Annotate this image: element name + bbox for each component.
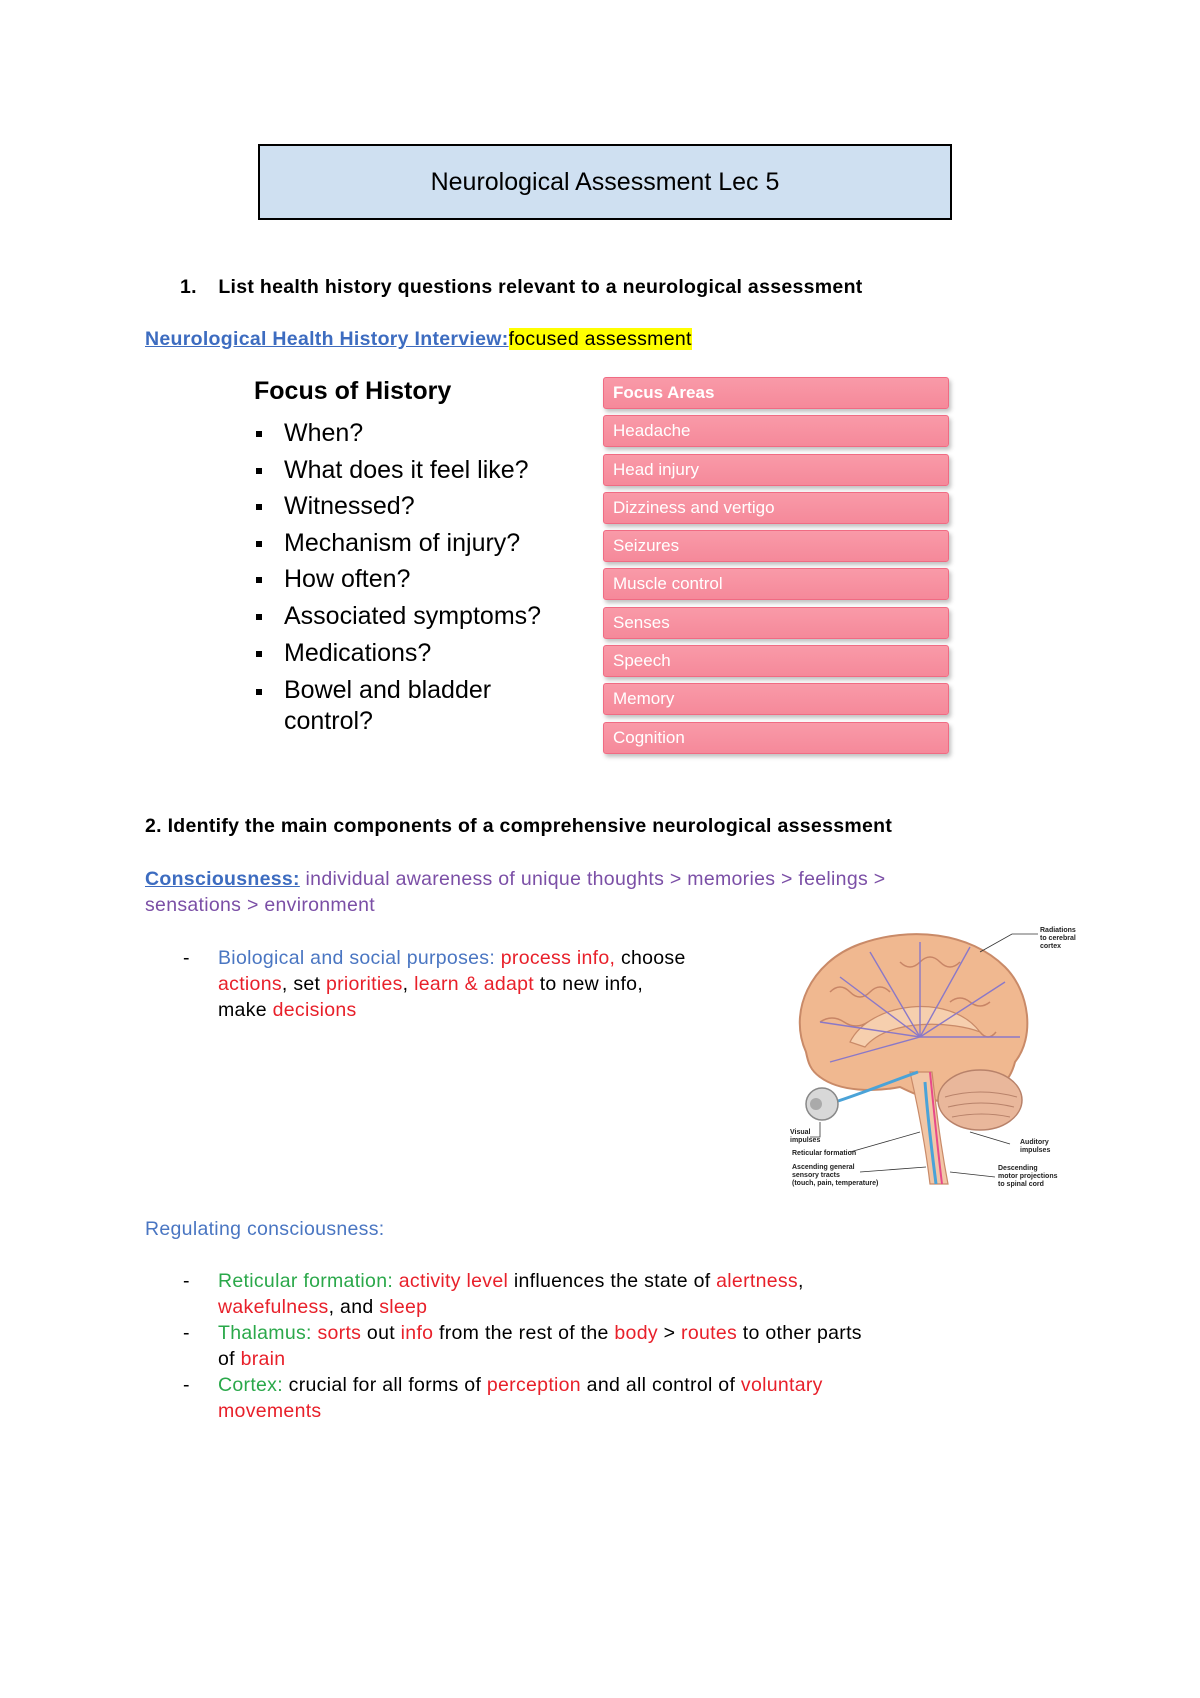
interview-line bbox=[145, 326, 692, 352]
svg-text:cortex: cortex bbox=[1040, 943, 1062, 950]
regulating-heading: Regulating consciousness: bbox=[145, 1218, 385, 1240]
focus-area-item: Seizures bbox=[603, 530, 949, 562]
label-radiations: Radiations bbox=[1040, 927, 1076, 934]
focus-area-item: Cognition bbox=[603, 722, 949, 754]
title-text: Neurological Assessment Lec 5 bbox=[430, 167, 780, 196]
bullet-icon bbox=[256, 577, 262, 583]
history-item: What does it feel like? bbox=[254, 452, 541, 489]
history-item: When? bbox=[254, 415, 541, 452]
bullet-icon bbox=[256, 541, 262, 547]
bullet-icon bbox=[256, 468, 262, 474]
label-visual: Visual bbox=[790, 1129, 811, 1136]
svg-text:impulses: impulses bbox=[790, 1137, 821, 1144]
focus-areas-panel bbox=[603, 377, 949, 760]
question-2: 2. Identify the main components of a comprehensive neurological assessment bbox=[145, 815, 893, 837]
question-1-text: List health history questions relevant to a neurological assessment bbox=[218, 276, 863, 298]
bullet-icon bbox=[256, 689, 262, 695]
history-item: Bowel and bladder control? bbox=[254, 671, 541, 737]
bullet-icon bbox=[256, 614, 262, 620]
question-1 bbox=[180, 276, 863, 299]
svg-text:sensory tracts: sensory tracts bbox=[792, 1172, 840, 1179]
focus-of-history-title: Focus of History bbox=[254, 377, 452, 405]
thalamus-item: - Thalamus: sorts out info from the rest of the body > routes to other parts of brain bbox=[183, 1322, 862, 1370]
svg-text:motor projections: motor projections bbox=[998, 1173, 1058, 1180]
purposes-item: - Biological and social purposes: process info, choose actions, set priorities, learn & adapt to new info, make decisions bbox=[183, 947, 686, 1021]
bullet-icon bbox=[256, 504, 262, 510]
focus-area-item: Memory bbox=[603, 683, 949, 715]
focus-area-item: Headache bbox=[603, 415, 949, 447]
label-ascending: Ascending general bbox=[792, 1164, 855, 1171]
history-item: Witnessed? bbox=[254, 488, 541, 525]
interview-label[interactable]: Neurological Health History Interview: bbox=[145, 328, 509, 350]
question-1-number: 1. bbox=[180, 276, 197, 298]
history-item: How often? bbox=[254, 561, 541, 598]
focus-of-history-list bbox=[254, 415, 541, 737]
focus-area-item: Senses bbox=[603, 607, 949, 639]
focus-area-item: Head injury bbox=[603, 454, 949, 486]
purposes-list bbox=[145, 945, 785, 1023]
brain-illustration bbox=[780, 922, 1080, 1205]
bullet-icon bbox=[256, 651, 262, 657]
cortex-item: - Cortex: crucial for all forms of perception and all control of voluntary movements bbox=[183, 1374, 823, 1422]
focus-area-item: Muscle control bbox=[603, 568, 949, 600]
consciousness-def-1: individual awareness of unique thoughts > memories > feelings > bbox=[299, 868, 886, 890]
svg-text:to cerebral: to cerebral bbox=[1040, 935, 1076, 942]
focused-assessment-highlight: focused assessment bbox=[508, 328, 692, 350]
label-descending: Descending bbox=[998, 1165, 1038, 1172]
svg-text:impulses: impulses bbox=[1020, 1147, 1051, 1154]
document-title bbox=[258, 144, 952, 220]
focus-area-item: Speech bbox=[603, 645, 949, 677]
reticular-item: - Reticular formation: activity level influences the state of alertness, wakefulness, and sleep bbox=[183, 1270, 804, 1318]
bullet-icon bbox=[256, 431, 262, 437]
regulating-list bbox=[145, 1268, 1105, 1424]
consciousness-label[interactable]: Consciousness: bbox=[145, 868, 300, 890]
consciousness-paragraph bbox=[145, 866, 1045, 918]
focus-areas-header: Focus Areas bbox=[603, 377, 949, 409]
consciousness-def-2: sensations > environment bbox=[145, 894, 375, 916]
history-item: Associated symptoms? bbox=[254, 598, 541, 635]
label-auditory: Auditory bbox=[1020, 1139, 1049, 1146]
history-item: Medications? bbox=[254, 635, 541, 672]
svg-text:(touch, pain, temperature): (touch, pain, temperature) bbox=[792, 1180, 879, 1187]
label-reticular: Reticular formation bbox=[792, 1150, 857, 1157]
svg-text:to spinal cord: to spinal cord bbox=[998, 1181, 1044, 1188]
history-item: Mechanism of injury? bbox=[254, 525, 541, 562]
focus-area-item: Dizziness and vertigo bbox=[603, 492, 949, 524]
